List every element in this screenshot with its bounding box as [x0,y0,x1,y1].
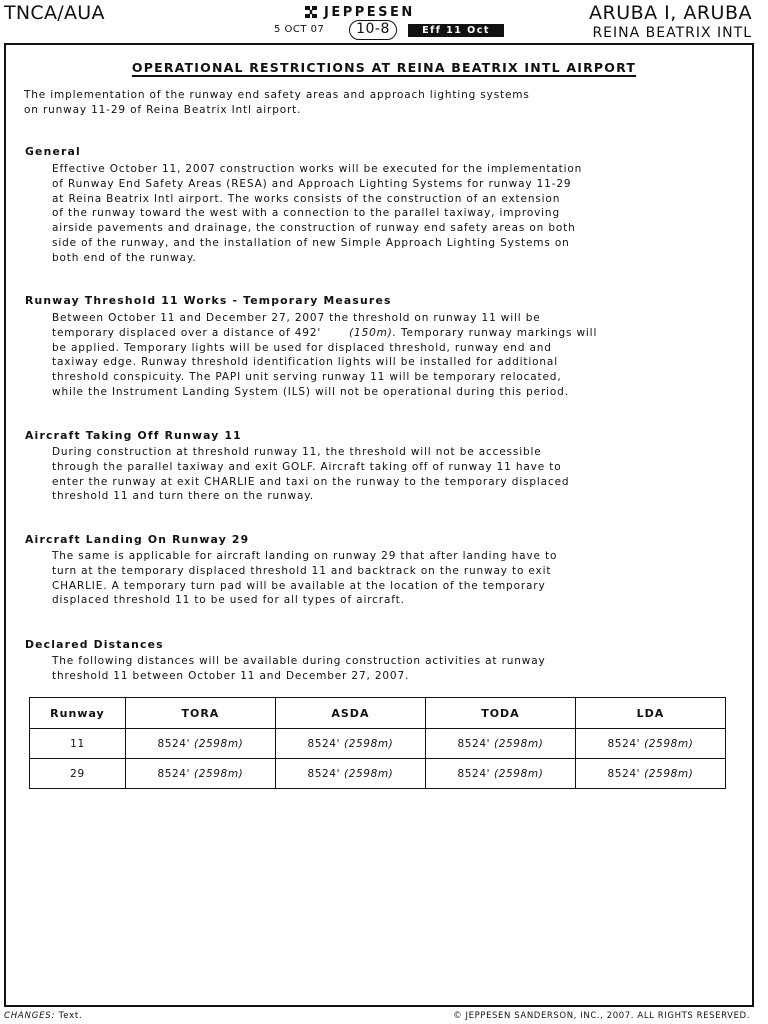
body-line: During construction at threshold runway 11, the threshold will not be accessible [52,446,542,458]
body-line: enter the runway at exit CHARLIE and taxi on the runway to the temporary displaced [52,475,570,488]
distance-ft: 8524' [157,767,191,780]
distance-ft: 8524' [307,737,341,750]
column-header: TODA [425,698,575,729]
distance-cell [275,729,425,759]
section-body-takeoff [52,445,569,504]
runway-cell: 29 [30,759,126,789]
body-line: airside pavements and drainage, the construction of runway end safety areas on both [52,222,576,235]
distance-m: (2598m) [494,767,544,780]
document-title [0,60,768,75]
distance-ft: 8524' [607,767,641,780]
distance-ft: 8524' [307,767,341,780]
chart-date: 5 OCT 07 [274,24,325,35]
column-header: Runway [30,698,126,729]
body-line-post: Temporary runway markings will [396,326,598,339]
distance-m: (2598m) [344,767,394,780]
body-line: through the parallel taxiway and exit GOLF. Aircraft taking off of runway 11 have to [52,460,562,473]
effective-date-badge: Eff 11 Oct [408,24,504,37]
body-line: threshold 11 between October 11 and December 27, 2007. [52,669,410,682]
distance-cell [575,759,725,789]
distance-cell [575,729,725,759]
section-heading-declared-distances: Declared Distances [25,638,164,651]
distance-ft: 8524' [157,737,191,750]
jeppesen-logo-icon [303,4,319,20]
distance-m: (2598m) [194,767,244,780]
brand-name: JEPPESEN [324,4,415,20]
airport-name: REINA BEATRIX INTL [592,25,752,41]
distance-ft: 8524' [457,767,491,780]
intro-paragraph [24,88,530,118]
chart-number: 10-8 [349,20,397,40]
body-line: The same is applicable for aircraft landing on runway 29 that after landing have to [52,550,558,562]
table-row [30,729,726,759]
distance-m: (2598m) [194,737,244,750]
distance-cell [275,759,425,789]
airport-code: TNCA/AUA [4,2,105,24]
section-heading-threshold-works: Runway Threshold 11 Works - Temporary Measures [25,294,392,307]
body-line: taxiway edge. Runway threshold identification lights will be installed for additional [52,356,558,369]
section-heading-general: General [25,145,81,158]
section-heading-landing: Aircraft Landing On Runway 29 [25,533,250,546]
distance-cell [425,759,575,789]
section-body-landing [52,549,557,608]
column-header: LDA [575,698,725,729]
distance-ft: 8524' [457,737,491,750]
body-line: of the runway toward the west with a connection to the parallel taxiway, improving [52,207,560,220]
location-title: ARUBA I, ARUBA [589,2,752,24]
body-line: be applied. Temporary lights will be used for displaced threshold, runway end and [52,341,552,354]
body-line-with-metric [52,326,597,341]
jeppesen-brand [303,3,415,21]
column-header: TORA [125,698,275,729]
section-body-threshold-works [52,311,597,400]
body-line: side of the runway, and the installation of new Simple Approach Lighting Systems on [52,236,570,249]
distance-cell [125,729,275,759]
body-line-pre: temporary displaced over a distance of 492' [52,326,322,339]
body-line: turn at the temporary displaced threshold 11 and backtrack on the runway to exit [52,564,552,577]
table-row [30,759,726,789]
metric-value: (150m). [349,326,397,339]
distance-ft: 8524' [607,737,641,750]
distance-m: (2598m) [494,737,544,750]
section-body-declared-distances [52,654,546,684]
changes-label: CHANGES: [4,1011,56,1021]
intro-line: on runway 11-29 of Reina Beatrix Intl airport. [24,103,302,116]
column-header: ASDA [275,698,425,729]
distance-cell [125,759,275,789]
changes-note [4,1011,83,1021]
body-line: of Runway End Safety Areas (RESA) and Approach Lighting Systems for runway 11-29 [52,177,572,190]
copyright: © JEPPESEN SANDERSON, INC., 2007. ALL RIGHTS RESERVED. [453,1011,750,1021]
body-line: at Reina Beatrix Intl airport. The works consists of the construction of an extension [52,192,561,205]
document-title-text: OPERATIONAL RESTRICTIONS AT REINA BEATRIX INTL AIRPORT [131,60,637,75]
intro-line: The implementation of the runway end safety areas and approach lighting systems [24,89,530,101]
runway-cell: 11 [30,729,126,759]
section-body-general [52,162,582,266]
section-heading-takeoff: Aircraft Taking Off Runway 11 [25,429,242,442]
changes-value: Text. [58,1011,83,1021]
distance-cell [425,729,575,759]
body-line: both end of the runway. [52,251,197,264]
declared-distances-table [29,697,726,789]
body-line: CHARLIE. A temporary turn pad will be available at the location of the temporary [52,579,546,592]
table-header-row [30,698,726,729]
body-line: threshold 11 and turn there on the runway. [52,490,314,503]
body-line: threshold conspicuity. The PAPI unit serving runway 11 will be temporary relocated, [52,371,562,384]
distance-m: (2598m) [344,737,394,750]
body-line: while the Instrument Landing System (ILS) will not be operational during this period. [52,385,569,398]
distance-m: (2598m) [644,767,694,780]
body-line: Between October 11 and December 27, 2007 the threshold on runway 11 will be [52,312,541,324]
body-line: displaced threshold 11 to be used for all types of aircraft. [52,594,405,607]
distance-m: (2598m) [644,737,694,750]
body-line: Effective October 11, 2007 construction works will be executed for the implementation [52,163,583,175]
body-line: The following distances will be available during construction activities at runway [52,655,546,667]
